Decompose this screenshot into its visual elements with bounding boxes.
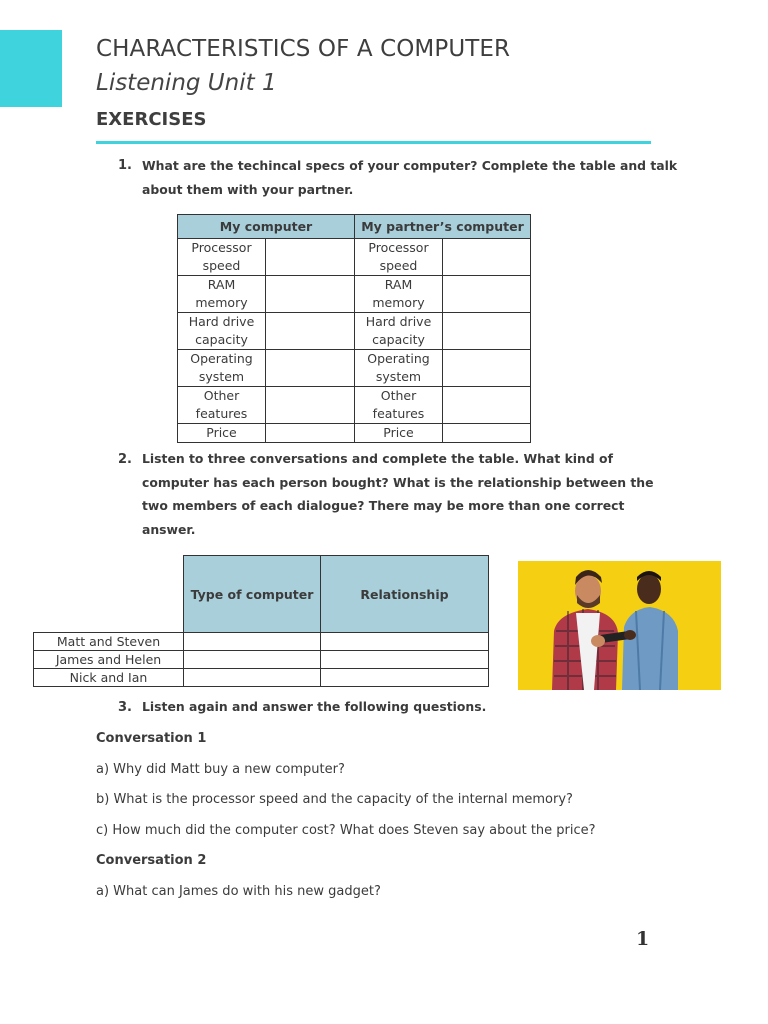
answer-cell[interactable] <box>266 424 355 443</box>
spec-label: Operating system <box>355 350 443 387</box>
spec-label: Other features <box>178 387 266 424</box>
page-number: 1 <box>636 928 650 950</box>
spec-label: RAM memory <box>355 276 443 313</box>
spec-label: RAM memory <box>178 276 266 313</box>
table-row <box>178 276 531 313</box>
answer-cell[interactable] <box>266 276 355 313</box>
accent-block <box>0 30 62 107</box>
answer-cell[interactable] <box>321 633 489 651</box>
conversation-2-question-a: a) What can James do with his new gadget? <box>96 884 381 899</box>
pair-label: James and Helen <box>34 651 184 669</box>
question-1-number: 1. <box>118 158 132 173</box>
question-2-line-4: answer. <box>142 521 196 537</box>
header-type-of-computer: Type of computer <box>184 556 321 633</box>
question-1-line-2: about them with your partner. <box>142 181 354 197</box>
answer-cell[interactable] <box>184 651 321 669</box>
answer-cell[interactable] <box>443 313 531 350</box>
answer-cell[interactable] <box>443 350 531 387</box>
question-3-text: Listen again and answer the following questions. <box>142 699 487 714</box>
page-title: CHARACTERISTICS OF A COMPUTER <box>96 36 511 62</box>
answer-cell[interactable] <box>266 350 355 387</box>
table-row <box>178 424 531 443</box>
answer-cell[interactable] <box>443 387 531 424</box>
question-3-number: 3. <box>118 700 132 715</box>
question-2-line-2: computer has each person bought? What is the relationship between the <box>142 474 654 490</box>
table-row <box>178 239 531 276</box>
photo-two-men-with-tablet <box>518 561 721 690</box>
table-row <box>34 669 489 687</box>
answer-cell[interactable] <box>443 276 531 313</box>
specs-table <box>177 214 531 443</box>
question-2-number: 2. <box>118 452 132 467</box>
table-row <box>178 313 531 350</box>
spec-label: Operating system <box>178 350 266 387</box>
table-row <box>178 350 531 387</box>
empty-corner <box>34 556 184 633</box>
page-subtitle: Listening Unit 1 <box>96 70 277 96</box>
question-2-line-1: Listen to three conversations and complete the table. What kind of <box>142 451 613 466</box>
question-2-line-3: two members of each dialogue? There may be more than one correct <box>142 498 625 514</box>
header-relationship: Relationship <box>321 556 489 633</box>
answer-cell[interactable] <box>443 424 531 443</box>
answer-cell[interactable] <box>184 669 321 687</box>
table-row <box>34 633 489 651</box>
question-1-line-1: What are the techincal specs of your computer? Complete the table and talk <box>142 158 678 173</box>
answer-cell[interactable] <box>321 669 489 687</box>
answer-cell[interactable] <box>321 651 489 669</box>
pair-label: Matt and Steven <box>34 633 184 651</box>
header-my-computer: My computer <box>178 215 355 239</box>
answer-cell[interactable] <box>266 239 355 276</box>
answer-cell[interactable] <box>443 239 531 276</box>
spec-label: Processor speed <box>355 239 443 276</box>
answer-cell[interactable] <box>266 313 355 350</box>
conversation-1-question-a: a) Why did Matt buy a new computer? <box>96 762 345 777</box>
conversation-1-question-c: c) How much did the computer cost? What does Steven say about the price? <box>96 823 596 838</box>
conversation-1-question-b: b) What is the processor speed and the capacity of the internal memory? <box>96 792 573 807</box>
pair-label: Nick and Ian <box>34 669 184 687</box>
spec-label: Hard drive capacity <box>355 313 443 350</box>
spec-label: Other features <box>355 387 443 424</box>
photo-illustration <box>518 561 721 690</box>
table-row <box>34 651 489 669</box>
heading-divider <box>96 141 651 144</box>
table-row <box>178 387 531 424</box>
question-2-text <box>142 447 654 541</box>
spec-label: Hard drive capacity <box>178 313 266 350</box>
conversations-table <box>33 555 489 687</box>
spec-label: Price <box>178 424 266 443</box>
spec-label: Price <box>355 424 443 443</box>
answer-cell[interactable] <box>266 387 355 424</box>
answer-cell[interactable] <box>184 633 321 651</box>
conversation-2-heading: Conversation 2 <box>96 853 207 868</box>
section-heading: EXERCISES <box>96 109 207 130</box>
spec-label: Processor speed <box>178 239 266 276</box>
conversation-1-heading: Conversation 1 <box>96 731 207 746</box>
header-partner-computer: My partner’s computer <box>355 215 531 239</box>
question-1-text <box>142 154 677 201</box>
